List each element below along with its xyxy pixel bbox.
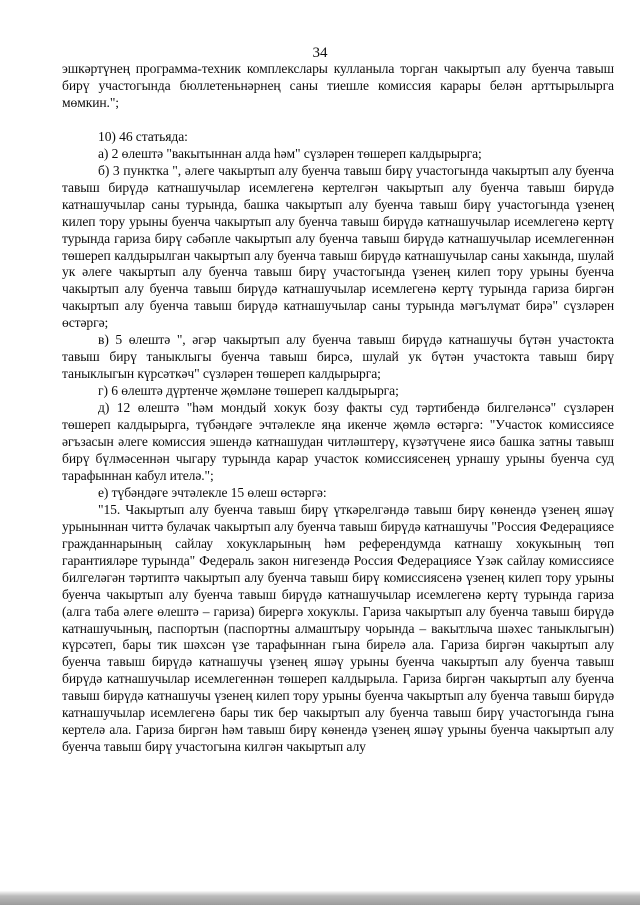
paragraph-continuation: эшкәртүнең программа-техник комплекслары кулланыла торган чакыртып алу буенча тавыш бирү участогында бюллетеньнәрнең саны тиешле комиссия карары белән арттырылырга мөмкин."; — [62, 61, 614, 110]
paragraph-part-15: "15. Чакыртып алу буенча тавыш бирү үткәрелгәндә тавыш бирү көнендә үзенең яшәү урыныннан читтә булачак чакыртып алу буенча тавыш бирүдә катнашучы "Россия Федерациясе гражданнарының сайлау хокукларының һәм референдумда катнашу хокукының төп гарантияләре турында" Федераль закон нигезендә Россия Федерациясе Үзәк сайлау комиссиясе билгеләгән тәртиптә чакыртып алу буенча тавыш бирү комиссиясенә үзенең килеп тору урыны буенча чакыртып алу буенча тавыш бирүдә катнашучылар исемлегенә кертү турында гариза (алга таба әлеге өлештә – гариза) бирергә хокуклы. Гариза чакыртып алу буенча тавыш бирүдә катнашучының, паспортын (паспортны алмаштыру чорында – вакытлыча шәхес таныклыгын) күрсәтеп, бары тик шәхсән үзе тарафыннан гына бирелә ала. Гариза биргән чакыртып алу буенча тавыш бирүдә катнашучы үзенең яшәү урыны буенча чакыртып алу буенча тавыш бирүдә катнашучылар исемлегеннән төшереп калдырыла. Гариза биргән чакыртып алу буенча тавыш бирүдә катнашучы үзенең килеп тору урыны буенча чакыртып алу буенча тавыш бирүдә катнашучылар исемлегенә бары тик бер чакыртып алу буенча тавыш бирү участогында гына кертелә ала. Гариза биргән һәм тавыш бирү көнендә үзенең яшәү урыны буенча чакыртып алу буенча тавыш бирү участогына килгән чакыртып алу — [62, 501, 614, 755]
paragraph-item-d: д) 12 өлештә "һәм мондый хокук бозу факты суд тәртибендә билгеләнсә" сүзләрен төшереп калдырырга, түбәндәге эчтәлекле яңа икенче җөмлә өстәргә: "Участок комиссиясе әгъзасын әлеге комиссия эшендә катнашудан читләштерү, күзәтүчене яисә башка затны тавыш бирү бүлмәсеннән чыгару турында карар участок комиссиясенең урнашу урыны буенча суд тарафыннан кабул ителә."; — [62, 400, 614, 483]
paragraph-item-a: а) 2 өлештә "вакытыннан алда һәм" сүзләрен төшереп калдырырга; — [98, 145, 482, 161]
paragraph-item-g: г) 6 өлештә дүртенче җөмләне төшереп калдырырга; — [98, 383, 399, 399]
paragraph-item-b: б) 3 пунктка ", әлеге чакыртып алу буенча тавыш бирү участогында чакыртып алу буенча тавыш бирүдә катнашучылар исемлегенә кертелгән чакыртып алу буенча тавыш бирүдә катнашучылар саны турында, башка чакыртып алу буенча тавыш бирү участогында үзенең килеп тору урыны буенча чакыртып алу буенча тавыш бирүдә катнашучылар исемлегенә кертү турында гариза бирү сәбәпле чакыртып алу буенча тавыш бирүдә катнашучылар исемлегеннән төшереп калдырылган чакыртып алу буенча тавыш бирүдә катнашучылар саны хакында, шулай ук әлеге чакыртып алу буенча тавыш бирү участогында үзенең килеп тору урыны буенча чакыртып алу буенча тавыш бирүдә катнашучылар исемлегенә кертү турында гариза биргән чакыртып алу буенча тавыш бирүдә катнашучылар саны турында мәгълүмат бирә" сүзләрен өстәргә; — [62, 162, 614, 331]
paragraph-item-e: е) түбәндәге эчтәлекле 15 өлеш өстәргә: — [98, 484, 327, 500]
document-body — [62, 61, 614, 756]
scan-bottom-edge — [0, 890, 640, 905]
paragraph-item-v: в) 5 өлештә ", әгәр чакыртып алу буенча тавыш бирүдә катнашучы бүтән участокта тавыш бирү таныклыгы буенча тавыш бирсә, шулай ук бүтән участокта тавыш бирү таныклыгын күрсәткәч" сүзләрен төшереп калдырырга; — [62, 332, 614, 382]
page-number: 34 — [312, 45, 328, 61]
paragraph-article-46: 10) 46 статьяда: — [98, 128, 188, 144]
